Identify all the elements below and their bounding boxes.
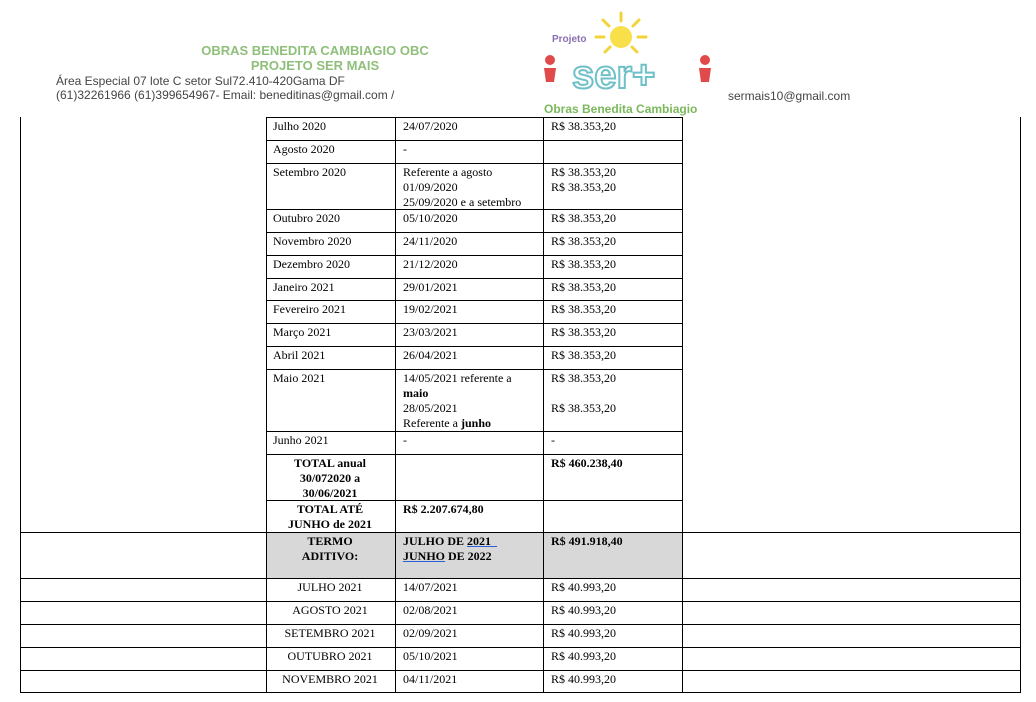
- address-line: Área Especial 07 lote C setor Sul72.410-420Gama DF: [56, 74, 345, 88]
- row-month: Julho 2020: [273, 119, 327, 133]
- row-value: R$ 38.353,20: [551, 280, 617, 294]
- row-value: R$ 40.993,20: [551, 672, 617, 686]
- row-month: AGOSTO 2021: [292, 603, 368, 617]
- row-date-line: 01/09/2020: [403, 180, 458, 194]
- row-date-line: 14/05/2021 referente a: [403, 371, 512, 385]
- row-value: R$ 38.353,20: [551, 234, 617, 248]
- termo-period: [403, 534, 497, 564]
- row-date-line: [403, 416, 512, 431]
- project-name: PROJETO SER MAIS: [250, 58, 380, 73]
- row-value: R$ 38.353,20: [551, 211, 617, 225]
- row-value: R$ 38.353,20: [551, 302, 617, 316]
- row-month: OUTUBRO 2021: [287, 649, 373, 663]
- termo-period-month: JUNHO: [403, 549, 445, 563]
- contact-line: (61)32261966 (61)399654967- Email: beneditinas@gmail.com /: [56, 88, 395, 102]
- row-date-bold: junho: [460, 416, 491, 430]
- row-date-line: 25/09/2020 e a setembro: [403, 195, 522, 209]
- row-date: 04/11/2021: [403, 672, 458, 686]
- org-name: OBRAS BENEDITA CAMBIAGIO OBC: [201, 43, 429, 58]
- row-date: 24/07/2020: [403, 119, 458, 133]
- secondary-email: sermais10@gmail.com: [728, 89, 851, 103]
- logo-org: Obras Benedita Cambiagio: [544, 102, 698, 116]
- row-month: Março 2021: [273, 325, 332, 339]
- row-month: Outubro 2020: [273, 211, 340, 225]
- row-value: R$ 38.353,20: [551, 325, 617, 339]
- row-month: SETEMBRO 2021: [284, 626, 376, 640]
- row-date: 14/07/2021: [403, 580, 458, 594]
- row-month: Novembro 2020: [273, 234, 352, 248]
- termo-label: [267, 534, 393, 564]
- row-value: R$ 40.993,20: [551, 649, 617, 663]
- row-month: Dezembro 2020: [273, 257, 350, 271]
- logo-wordmark: ser+: [572, 53, 656, 97]
- row-value: R$ 40.993,20: [551, 580, 617, 594]
- total-annual-label: [267, 456, 393, 501]
- row-value-line: R$ 38.353,20: [551, 401, 617, 415]
- total-ate-value: R$ 2.207.674,80: [403, 502, 484, 516]
- row-date: -: [403, 433, 407, 447]
- row-date: 02/09/2021: [403, 626, 458, 640]
- termo-period-year: 2021: [467, 534, 492, 548]
- row-date: 05/10/2020: [403, 211, 458, 225]
- row-date-line: 28/05/2021: [403, 401, 458, 415]
- termo-period-gap: [491, 534, 497, 548]
- row-date: 24/11/2020: [403, 234, 458, 248]
- sun-icon: [596, 13, 646, 52]
- row-value: R$ 38.353,20: [551, 257, 617, 271]
- total-annual-line: 30/072020 a: [299, 471, 361, 485]
- row-date: -: [403, 142, 407, 156]
- termo-period-line: [403, 549, 497, 564]
- row-month: Maio 2021: [273, 371, 326, 385]
- termo-label-line: TERMO: [307, 534, 353, 548]
- row-month: JULHO 2021: [297, 580, 363, 594]
- total-annual-line: 30/06/2021: [302, 486, 358, 500]
- termo-period-text: JULHO DE: [403, 534, 468, 548]
- termo-value: R$ 491.918,40: [551, 534, 623, 548]
- termo-period-line: [403, 534, 497, 549]
- total-ate-line: JUNHO de 2021: [288, 517, 372, 531]
- row-value: [551, 371, 616, 416]
- row-date: 05/10/2021: [403, 649, 458, 663]
- row-date: 19/02/2021: [403, 302, 458, 316]
- row-date: 23/03/2021: [403, 325, 458, 339]
- row-value: R$ 38.353,20: [551, 348, 617, 362]
- row-date: [403, 165, 521, 210]
- child-figure-right-icon: [699, 55, 711, 82]
- row-value-line: R$ 38.353,20: [551, 371, 617, 385]
- row-date: 29/01/2021: [403, 280, 458, 294]
- logo-projeto: Projeto: [552, 34, 587, 45]
- row-value: R$ 38.353,20: [551, 119, 617, 133]
- row-date-line: maio: [403, 386, 429, 400]
- total-ate-line: TOTAL ATÉ: [296, 502, 364, 516]
- row-month: Fevereiro 2021: [273, 302, 346, 316]
- row-month: Janeiro 2021: [273, 280, 335, 294]
- child-figure-left-icon: [544, 55, 556, 82]
- row-date-text: Referente a: [403, 416, 461, 430]
- row-date-line: Referente a agosto: [403, 165, 493, 179]
- termo-period-text: DE 2022: [445, 549, 492, 563]
- row-value-line: R$ 38.353,20: [551, 180, 617, 194]
- row-month: Junho 2021: [273, 433, 329, 447]
- row-date: 26/04/2021: [403, 348, 458, 362]
- org-title: [130, 43, 500, 73]
- row-month: Setembro 2020: [273, 165, 346, 179]
- row-value-line: R$ 38.353,20: [551, 165, 617, 179]
- total-ate-label: [267, 502, 393, 532]
- row-value: [551, 165, 616, 195]
- row-date: 02/08/2021: [403, 603, 458, 617]
- row-month: Abril 2021: [273, 348, 326, 362]
- row-month: Agosto 2020: [273, 142, 335, 156]
- total-annual-value: R$ 460.238,40: [551, 456, 623, 470]
- org-address: [56, 74, 394, 102]
- row-date: [403, 371, 512, 431]
- row-month: NOVEMBRO 2021: [282, 672, 378, 686]
- ser-mais-logo: [538, 10, 718, 118]
- row-value: R$ 40.993,20: [551, 626, 617, 640]
- row-value: -: [551, 433, 555, 447]
- termo-label-line: ADITIVO:: [301, 549, 359, 563]
- row-date: 21/12/2020: [403, 257, 458, 271]
- total-annual-line: TOTAL anual: [294, 456, 366, 470]
- row-value: R$ 40.993,20: [551, 603, 617, 617]
